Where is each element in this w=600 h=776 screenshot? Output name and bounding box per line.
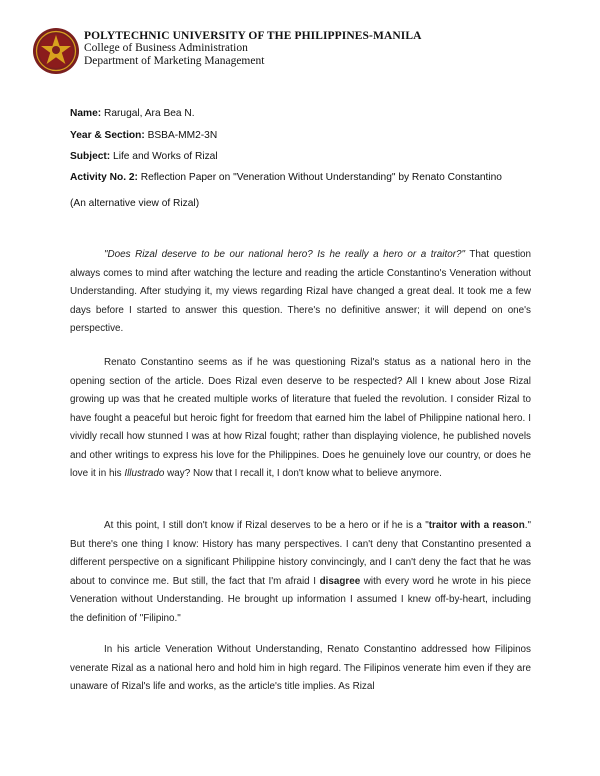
paragraph-1 bbox=[70, 246, 531, 339]
paragraph-3-text-c: with every word he wrote in his piece Veneration without Understanding. He brought up information I assumed I knew off-by-heart, including the definition of "Filipino." bbox=[70, 575, 531, 624]
letterhead-text bbox=[84, 30, 422, 68]
letterhead bbox=[32, 24, 572, 80]
paragraph-2 bbox=[70, 354, 531, 484]
disagree-word: disagree bbox=[319, 575, 361, 587]
university-name: POLYTECHNIC UNIVERSITY OF THE PHILIPPINES-MANILA bbox=[84, 30, 422, 42]
paragraph-4-text: In his article Veneration Without Understanding, Renato Constantino addressed how Filipinos venerate Rizal as a national hero and hold him in high regard. The Filipinos venerate him even if they are unaware of Rizal's life and works, as the article's title implies. As Rizal bbox=[70, 644, 531, 692]
seal-center-dot bbox=[52, 46, 60, 54]
subject-label: Subject: bbox=[70, 151, 111, 162]
document-subtitle: (An alternative view of Rizal) bbox=[70, 198, 200, 209]
name-line bbox=[70, 108, 195, 119]
paragraph-3-text-b: ." But there's one thing I know: History has many perspectives. I can't deny that Constantino presented a different perspective on a significant Philippine history convincingly, and I can't deny the fact that he was about to convince me. But still, the fact that I'm afraid I bbox=[70, 520, 531, 587]
activity-value: Reflection Paper on "Veneration Without Understanding" by Renato Constantino bbox=[140, 172, 502, 183]
name-value: Rarugal, Ara Bea N. bbox=[103, 108, 195, 119]
year-section-line bbox=[70, 130, 217, 141]
paragraph-2-text-b: way? Now that I recall it, I don't know what to believe anymore. bbox=[164, 468, 442, 479]
opening-question-quote: "Does Rizal deserve to be our national hero? Is he really a hero or a traitor?" bbox=[104, 249, 466, 260]
activity-label: Activity No. 2: bbox=[70, 172, 138, 183]
traitor-with-reason-phrase: traitor with a reason bbox=[428, 520, 525, 531]
department-name: Department of Marketing Management bbox=[84, 55, 265, 67]
paragraph-2-text-a: Renato Constantino seems as if he was questioning Rizal's status as a national hero in the opening section of the article. Does Rizal even deserve to be respected? All I knew about Jose Rizal growing up was that he created multiple works of literature that fueled the revolution. I consider Rizal to have fought a peaceful but heroic fight for freedom that earned him the label of Philippine national hero. I vividly recall how stunned I was at how Rizal fought; rather than displaying violence, he published novels and other writings to express his love for the Philippines. Does he genuinely love our country, or does he love it in his bbox=[70, 357, 531, 479]
illustrado-term: Illustrado bbox=[124, 468, 165, 479]
paragraph-3-text-a: At this point, I still don't know if Rizal deserves to be a hero or if he is a " bbox=[104, 520, 429, 531]
name-label: Name: bbox=[70, 108, 102, 119]
activity-line bbox=[70, 172, 502, 183]
college-name: College of Business Administration bbox=[84, 42, 248, 54]
paragraph-3 bbox=[70, 517, 531, 628]
paragraph-1-text: That question always comes to mind after watching the lecture and reading the article Constantino's Veneration without Understanding. After studying it, my views regarding Rizal have changed a great deal. It took me a few days before I started to answer this question. There's no definitive answer; it will depend on one's perspective. bbox=[70, 249, 531, 334]
paragraph-4 bbox=[70, 641, 531, 697]
subject-value: Life and Works of Rizal bbox=[113, 151, 218, 162]
university-seal-logo-icon bbox=[32, 27, 80, 75]
subject-line bbox=[70, 151, 218, 162]
year-section-value: BSBA-MM2-3N bbox=[147, 130, 218, 141]
year-section-label: Year & Section: bbox=[70, 130, 145, 141]
